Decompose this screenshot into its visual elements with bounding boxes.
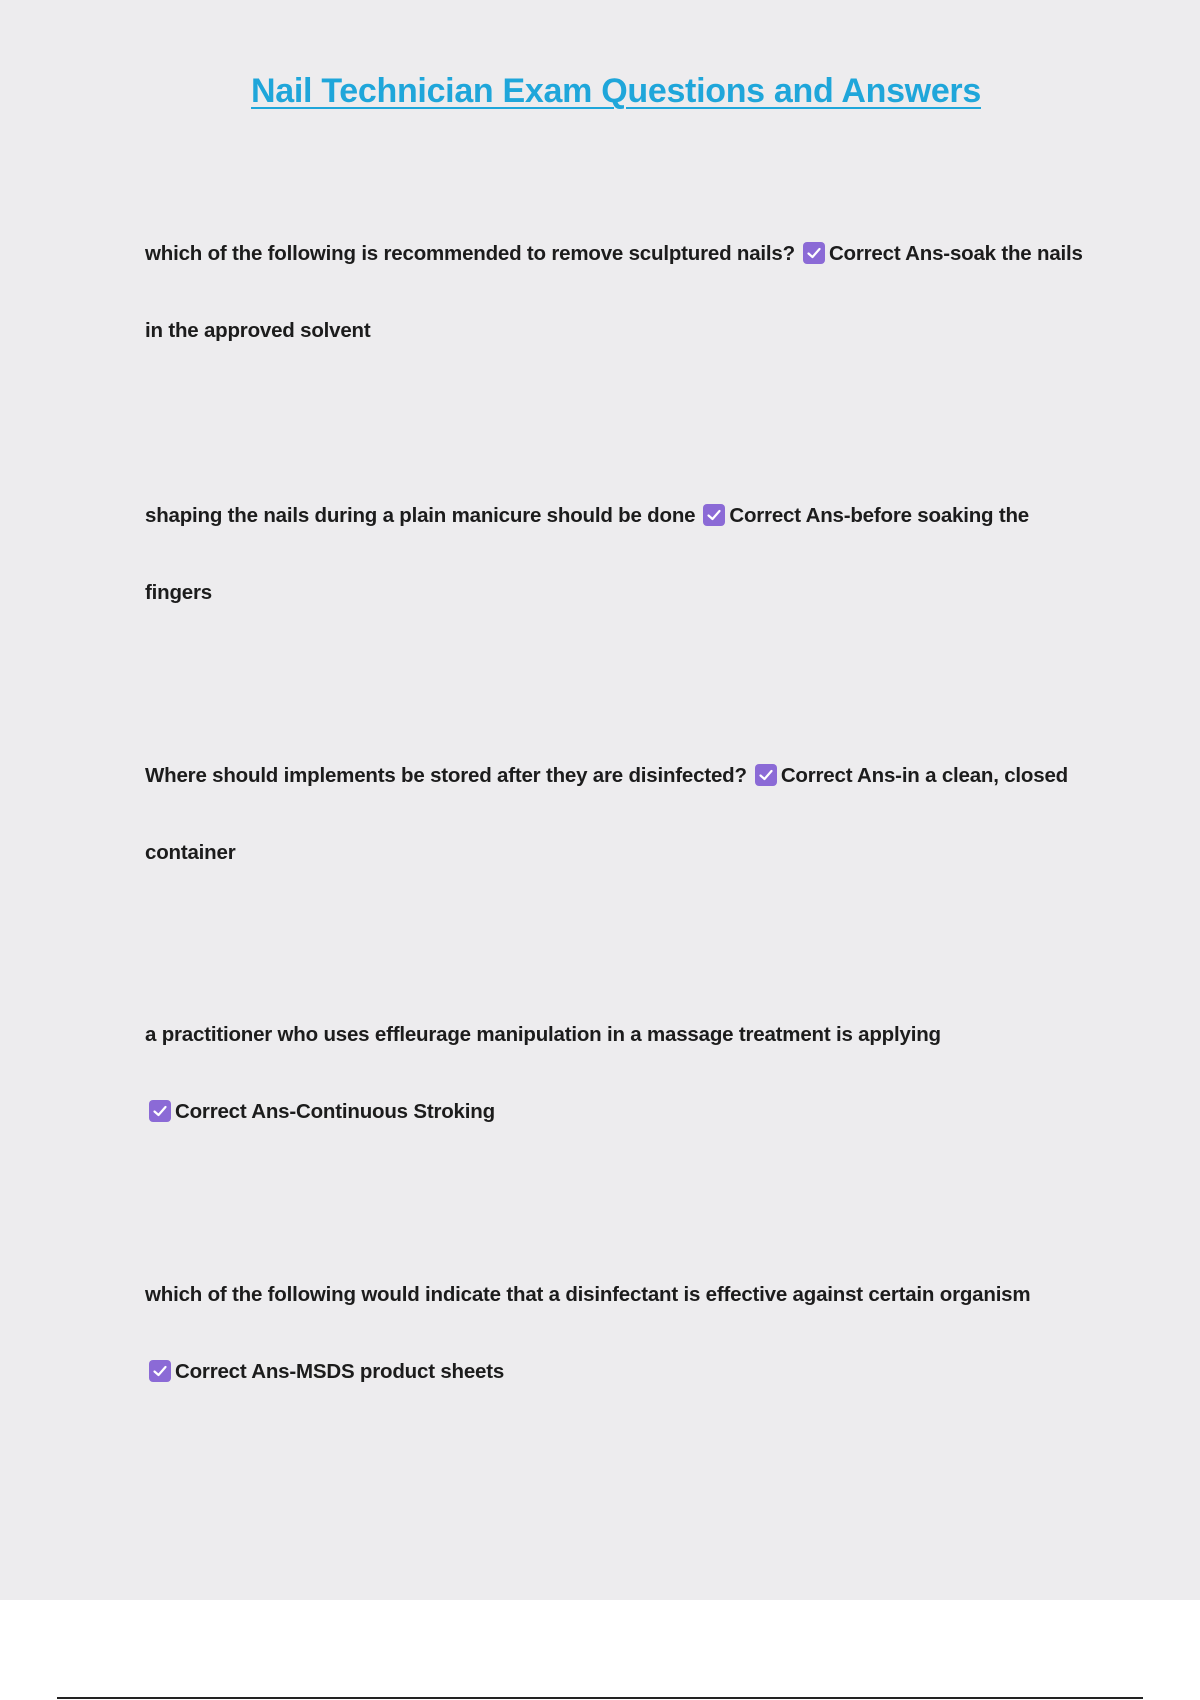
question-text: which of the following would indicate that a disinfectant is effective against certain organism [145,1283,1031,1306]
checkbox-checked-icon [703,504,725,526]
qa-item [145,996,1095,1150]
question-text: a practitioner who uses effleurage manipulation in a massage treatment is applying [145,1023,941,1046]
question-text: which of the following is recommended to remove sculptured nails? [145,242,795,265]
document-title: Nail Technician Exam Questions and Answers [251,72,981,110]
checkbox-checked-icon [803,242,825,264]
qa-item [145,1256,1095,1410]
checkbox-checked-icon [755,764,777,786]
question-text: shaping the nails during a plain manicure should be done [145,504,696,527]
answer-text: Correct Ans-soak the nails in the approved solvent [145,242,1083,342]
footer-divider [57,1697,1143,1699]
checkbox-checked-icon [149,1360,171,1382]
qa-item [145,215,1095,369]
qa-item [145,737,1095,891]
answer-text: Correct Ans-before soaking the fingers [145,504,1030,604]
qa-item [145,477,1095,631]
answer-text: Correct Ans-in a clean, closed container [145,764,1068,864]
answer-text: Correct Ans-MSDS product sheets [175,1360,505,1383]
answer-text: Correct Ans-Continuous Stroking [175,1100,495,1123]
checkbox-checked-icon [149,1100,171,1122]
question-text: Where should implements be stored after they are disinfected? [145,764,747,787]
